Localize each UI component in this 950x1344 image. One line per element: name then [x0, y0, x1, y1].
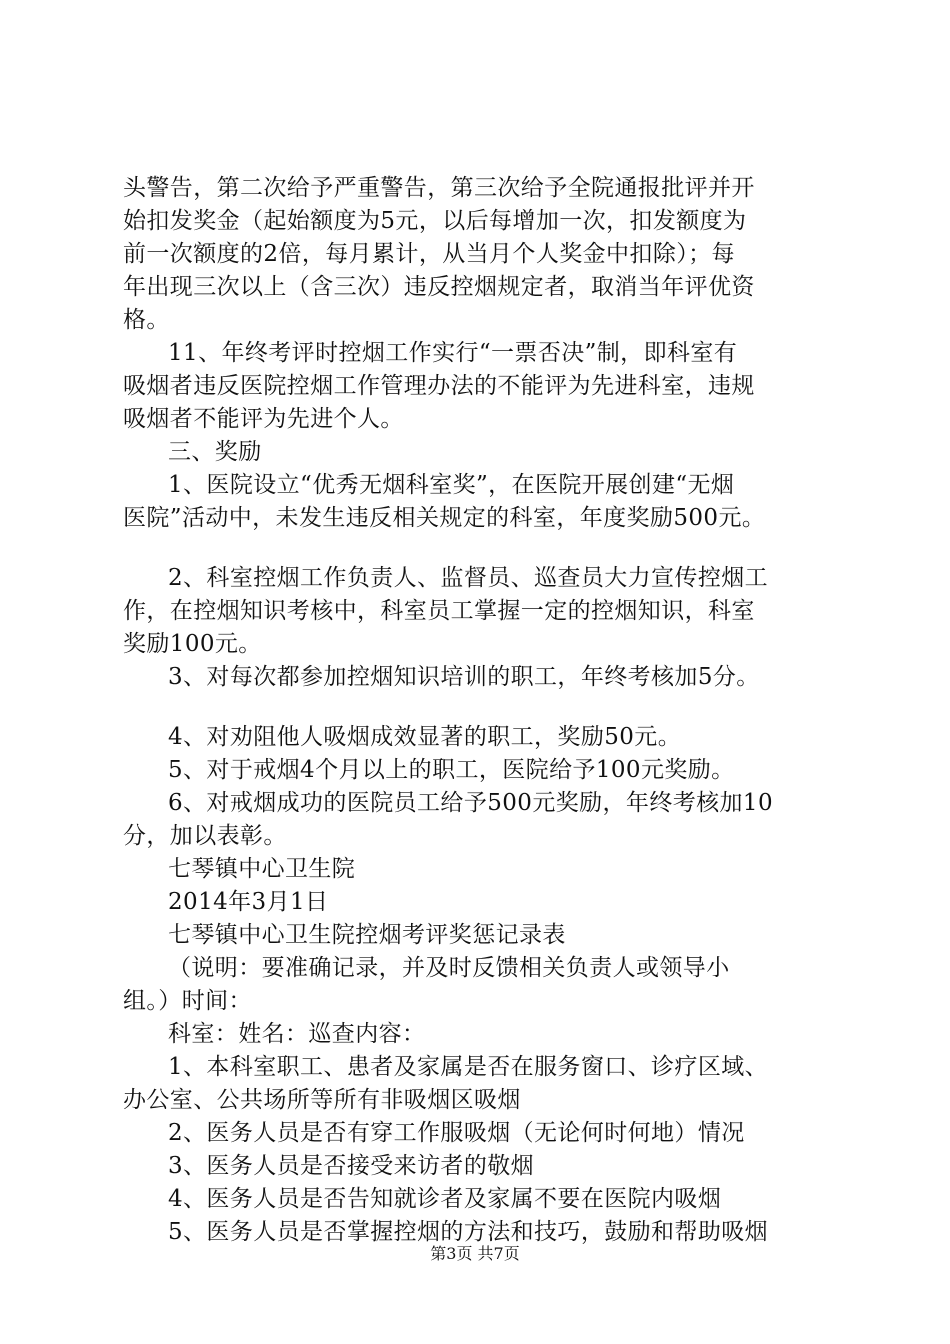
- paragraph-line: 始扣发奖金（起始额度为5元，以后每增加一次，扣发额度为: [123, 208, 747, 234]
- checklist-item: 4、医务人员是否告知就诊者及家属不要在医院内吸烟: [168, 1186, 722, 1212]
- document-body: [123, 172, 843, 1249]
- paragraph-gap: [123, 694, 843, 721]
- paragraph-line: 年出现三次以上（含三次）违反控烟规定者，取消当年评优资: [123, 274, 755, 300]
- paragraph-line: 11、年终考评时控烟工作实行“一票否决”制，即科室有: [168, 340, 738, 366]
- table-title: 七琴镇中心卫生院控烟考评奖惩记录表: [168, 922, 566, 948]
- paragraph-line: 吸烟者违反医院控烟工作管理办法的不能评为先进科室，违规: [123, 373, 755, 399]
- signature-date: 2014年3月1日: [168, 889, 329, 915]
- checklist-item-continuation: 办公室、公共场所等所有非吸烟区吸烟: [123, 1087, 521, 1113]
- paragraph-line: 科室：姓名：巡查内容：: [168, 1021, 426, 1047]
- paragraph-line: （说明：要准确记录，并及时反馈相关负责人或领导小: [168, 955, 730, 981]
- paragraph-gap: [123, 535, 843, 562]
- paragraph-line: 1、医院设立“优秀无烟科室奖”，在医院开展创建“无烟: [168, 472, 735, 498]
- paragraph-line: 4、对劝阻他人吸烟成效显著的职工，奖励50元。: [168, 724, 682, 750]
- checklist-item: 1、本科室职工、患者及家属是否在服务窗口、诊疗区域、: [168, 1054, 769, 1080]
- section-heading: 三、奖励: [168, 439, 262, 465]
- paragraph-line: 格。: [123, 307, 170, 333]
- paragraph-line: 头警告，第二次给予严重警告，第三次给予全院通报批评并开: [123, 175, 755, 201]
- paragraph-line: 6、对戒烟成功的医院员工给予500元奖励，年终考核加10: [168, 790, 773, 816]
- paragraph-line: 2、科室控烟工作负责人、监督员、巡查员大力宣传控烟工: [168, 565, 769, 591]
- checklist-item: 3、医务人员是否接受来访者的敬烟: [168, 1153, 535, 1179]
- paragraph-line: 奖励100元。: [123, 631, 262, 657]
- paragraph-line: 医院”活动中，未发生违反相关规定的科室，年度奖励500元。: [123, 505, 766, 531]
- paragraph-line: 吸烟者不能评为先进个人。: [123, 406, 404, 432]
- paragraph-line: 组。）时间：: [123, 988, 252, 1014]
- paragraph-line: 作，在控烟知识考核中，科室员工掌握一定的控烟知识，科室: [123, 598, 755, 624]
- paragraph-line: 5、对于戒烟4个月以上的职工，医院给予100元奖励。: [168, 757, 735, 783]
- paragraph-line: 前一次额度的2倍，每月累计，从当月个人奖金中扣除）；每: [123, 241, 735, 267]
- checklist-item: 2、医务人员是否有穿工作服吸烟（无论何时何地）情况: [168, 1120, 745, 1146]
- page-footer: 第3页 共7页: [430, 1244, 520, 1263]
- paragraph-line: 分，加以表彰。: [123, 823, 287, 849]
- paragraph-line: 3、对每次都参加控烟知识培训的职工，年终考核加5分。: [168, 664, 760, 690]
- signature-organization: 七琴镇中心卫生院: [168, 856, 356, 882]
- checklist-item: 5、医务人员是否掌握控烟的方法和技巧，鼓励和帮助吸烟: [168, 1219, 769, 1245]
